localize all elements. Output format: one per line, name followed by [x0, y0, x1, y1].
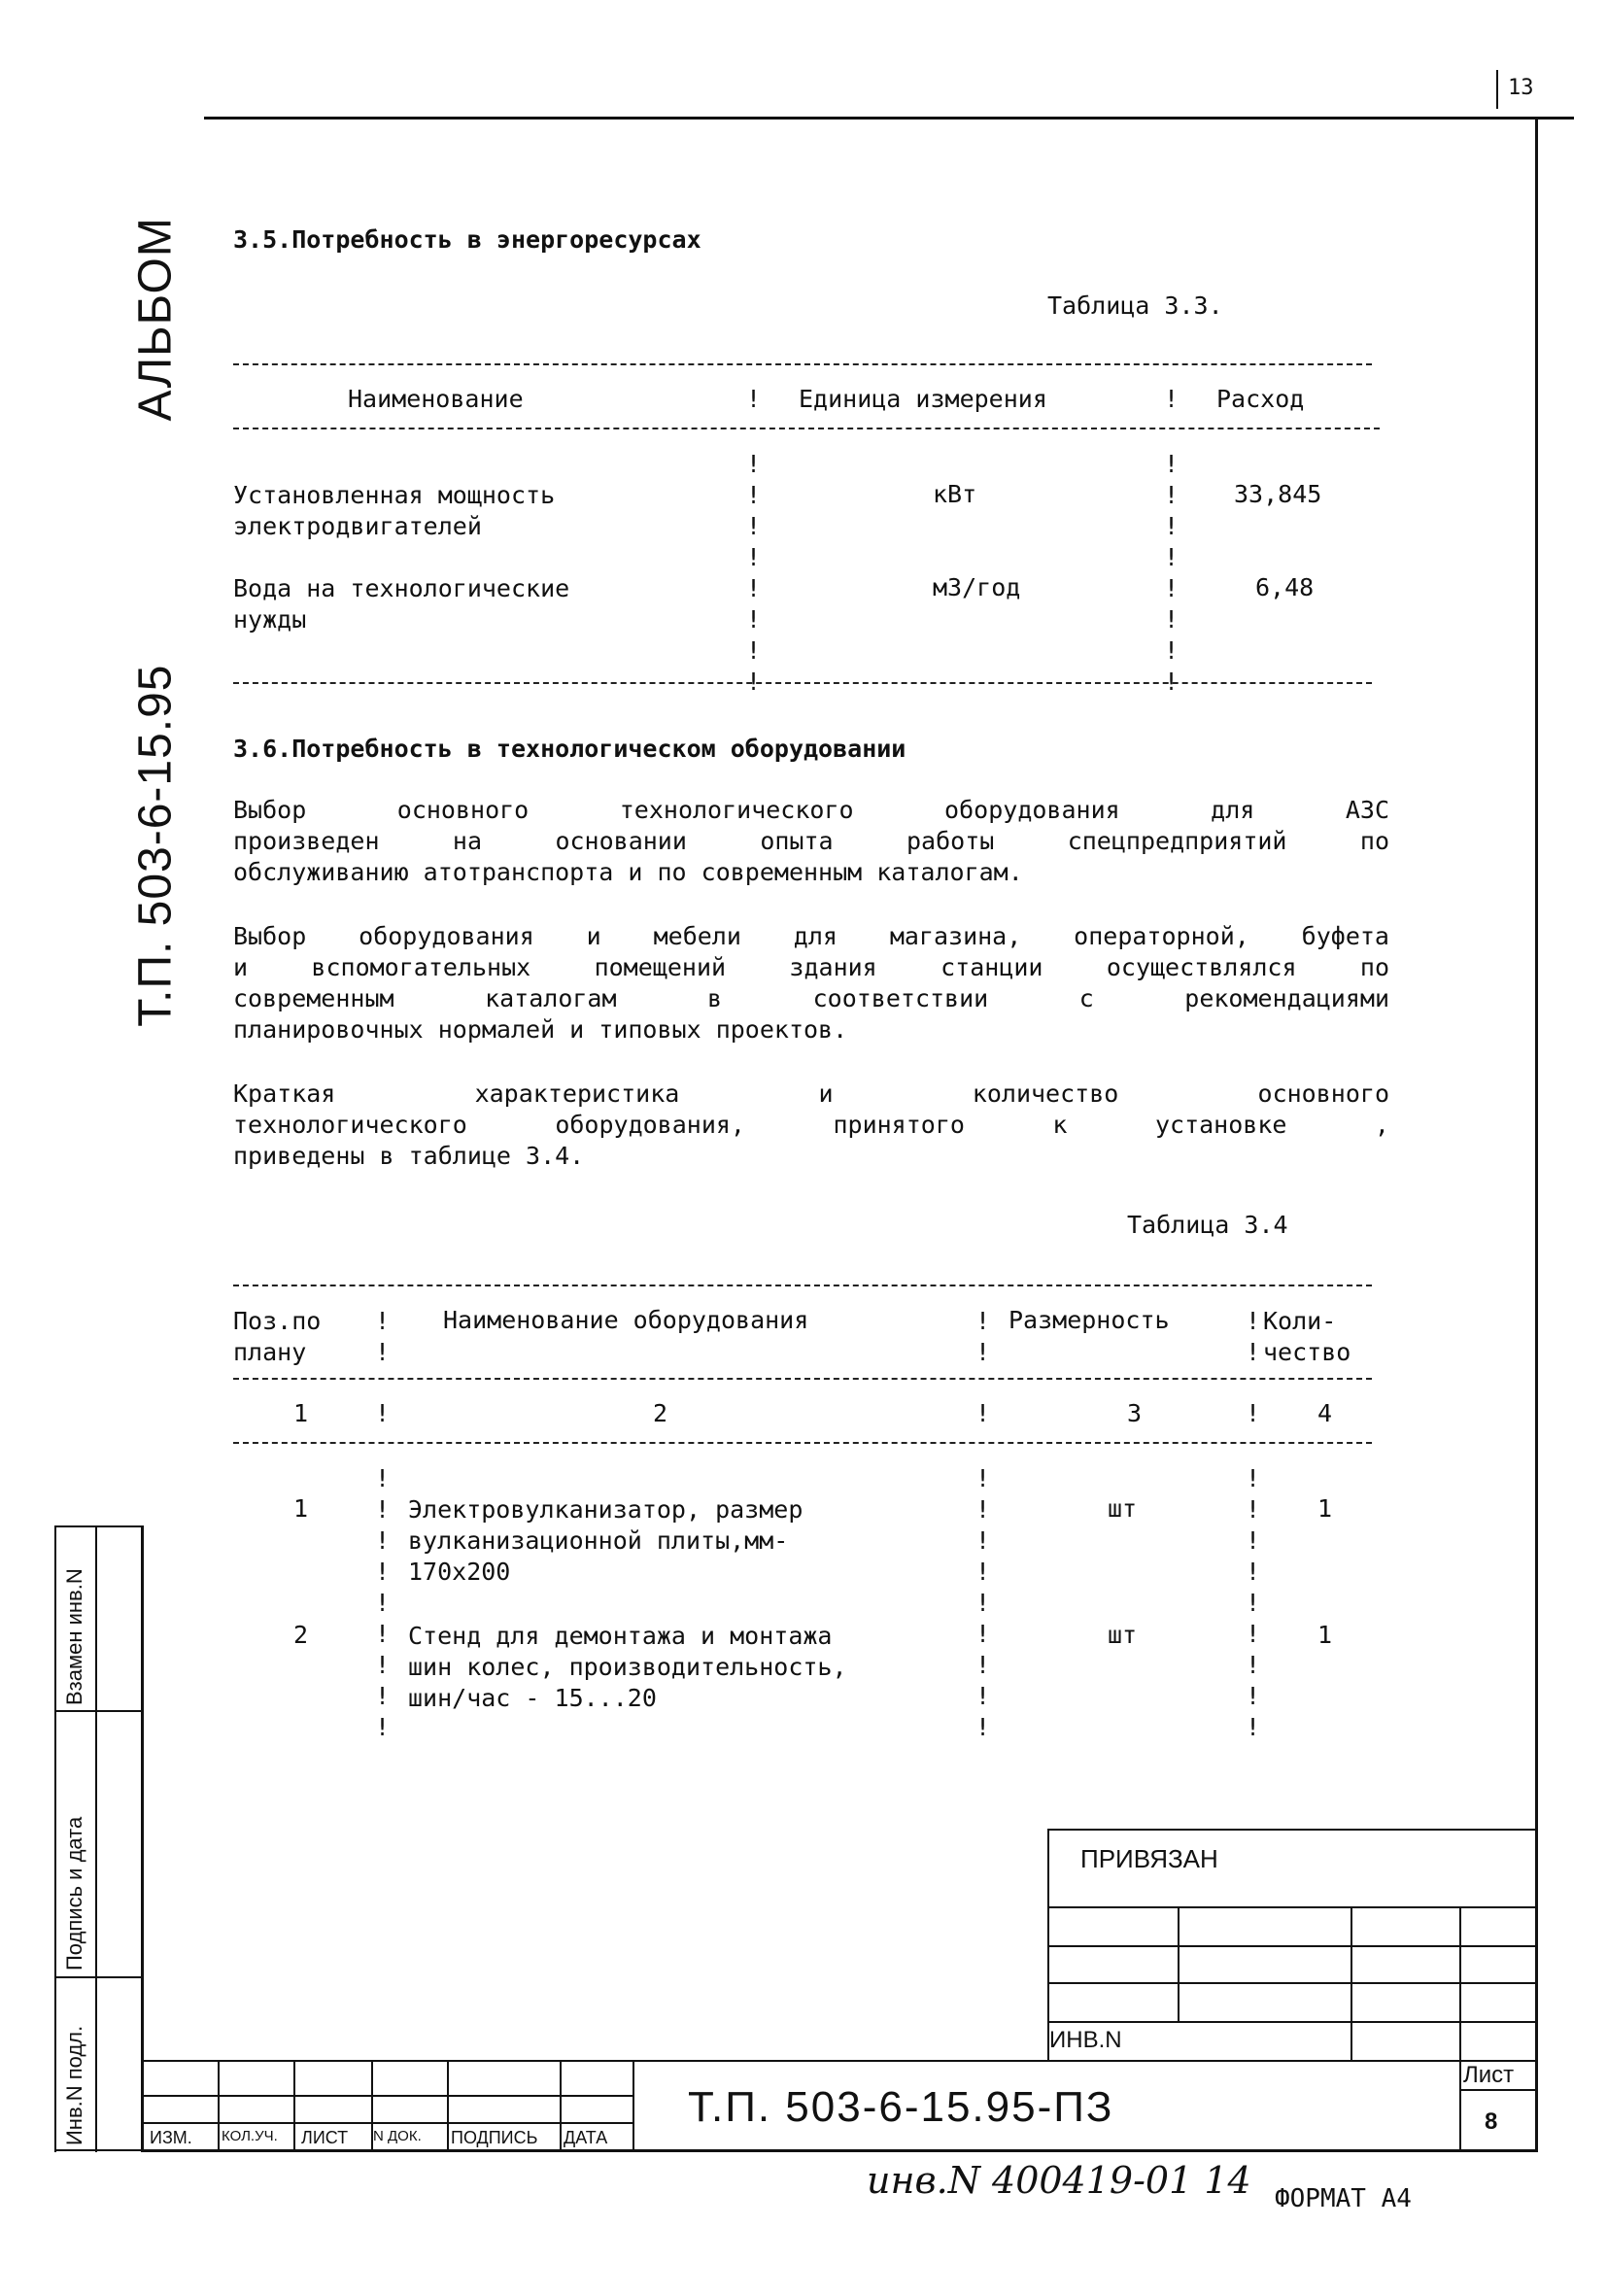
paragraph-line: технологического оборудования, принятого к установке , [233, 1111, 1389, 1139]
table-33-row-1-name-line: электродвигателей [233, 512, 482, 540]
table-34-header-size: Размерность [1009, 1306, 1170, 1334]
title-block-grid-line [447, 2060, 449, 2151]
stamp-grid-line [1047, 1982, 1537, 1984]
title-block-col-count: КОЛ.УЧ. [222, 2128, 278, 2144]
table-34-caption: Таблица 3.4 [1127, 1211, 1288, 1239]
table-33-column-divider: ! ! ! ! ! ! ! ! [1164, 450, 1180, 696]
table-34-column-divider: ! ! [375, 1307, 391, 1366]
table-34-row-1-name [408, 1494, 803, 1588]
side-label-inv-original: Инв.N подл. [62, 2025, 86, 2145]
table-33-row-1-name-line: Установленная мощность [233, 481, 556, 509]
table-34-column-divider: ! ! [975, 1307, 991, 1366]
table-33-row-1-name [233, 480, 555, 542]
table-34-separator: ! [975, 1399, 991, 1427]
table-34-header-qty-line: чество [1263, 1338, 1351, 1366]
side-strip-divider [54, 1976, 142, 1978]
table-34-row-1-unit: шт [1108, 1494, 1138, 1523]
table-33-row-2-unit: м3/год [933, 573, 1021, 601]
table-34-colnum-3: 3 [1127, 1399, 1143, 1427]
frame-right-line [1535, 117, 1538, 2152]
table-34-row-2-name-line: шин колес, производительность, [408, 1653, 847, 1681]
paragraph-line: Выбор оборудования и мебели для магазина, операторной, буфета [233, 922, 1389, 950]
table-34-column-divider: ! ! [1246, 1307, 1261, 1366]
table-34-rule-header [233, 1378, 1372, 1380]
table-34-row-2-name [408, 1621, 847, 1714]
paragraph-3 [233, 1079, 1389, 1172]
stamp-border-left [1047, 1829, 1049, 2060]
table-33-header-value: Расход [1216, 385, 1305, 413]
table-33-row-1-value: 33,845 [1234, 480, 1322, 508]
frame-left-line [141, 1525, 144, 2152]
side-strip-border [95, 1525, 97, 2152]
table-33-rule-top [233, 363, 1372, 365]
paragraph-2 [233, 921, 1389, 1045]
paragraph-line: планировочных нормалей и типовых проектов. [233, 1015, 848, 1044]
table-34-separator: ! [375, 1399, 391, 1427]
paragraph-line: Краткая характеристика и количество основного [233, 1079, 1389, 1108]
table-33-separator: ! [1164, 385, 1180, 413]
paragraph-line: обслуживанию атотранспорта и по современным каталогам. [233, 858, 1023, 886]
page-number: 13 [1508, 76, 1534, 100]
table-34-rule-numbers [233, 1442, 1372, 1444]
table-34-colnum-4: 4 [1317, 1399, 1333, 1427]
table-34-column-divider: ! ! ! ! ! ! ! ! ! [975, 1464, 991, 1741]
stamp-grid-line [1459, 1906, 1461, 2060]
side-strip-divider [54, 1525, 142, 1527]
stamp-inv-label: ИНВ.N [1049, 2027, 1122, 2053]
title-block-col-doc: N ДОК. [373, 2128, 422, 2144]
table-33-rule-bottom [233, 682, 1372, 684]
paragraph-1 [233, 795, 1389, 888]
stamp-attached-label: ПРИВЯЗАН [1080, 1844, 1218, 1873]
table-33-caption: Таблица 3.3. [1047, 291, 1223, 320]
table-34-header-pos-line: плану [233, 1338, 307, 1366]
format-label: ФОРМАТ А4 [1275, 2184, 1412, 2213]
section-35-heading: 3.5.Потребность в энергоресурсах [233, 225, 701, 254]
vertical-album-label: АЛЬБОМ [129, 217, 182, 422]
stamp-grid-line [1178, 1906, 1180, 2021]
handwritten-inventory-number: инв.N 400419-01 14 [867, 2159, 1251, 2202]
table-34-rule-top [233, 1285, 1372, 1286]
title-block-col-date: ДАТА [564, 2128, 608, 2147]
side-strip-divider [54, 2149, 142, 2151]
section-36-heading: 3.6.Потребность в технологическом оборудовании [233, 735, 906, 763]
table-34-column-divider: ! ! ! ! ! ! ! ! ! [375, 1464, 391, 1741]
table-33-separator: ! [746, 385, 762, 413]
title-block-col-sheet: ЛИСТ [301, 2128, 349, 2147]
stamp-grid-line [1047, 2021, 1537, 2023]
title-block-grid-line [1459, 2089, 1537, 2091]
table-34-colnum-1: 1 [293, 1399, 309, 1427]
table-34-separator: ! [1246, 1399, 1261, 1427]
table-33-row-2-name-line: Вода на технологические [233, 574, 570, 602]
side-strip-border [54, 1525, 56, 2152]
side-label-replace: Взамен инв.N [62, 1568, 86, 1705]
table-34-row-1-qty: 1 [1317, 1494, 1333, 1523]
title-block-grid-line [1459, 2060, 1461, 2151]
stamp-grid-line [1047, 1906, 1537, 1908]
table-34-row-2-name-line: Стенд для демонтажа и монтажа [408, 1622, 833, 1650]
paragraph-line: и вспомогательных помещений здания станции осуществлялся по [233, 953, 1389, 981]
stamp-grid-line [1047, 1945, 1537, 1947]
title-block-grid-line [633, 2060, 634, 2151]
table-34-column-divider: ! ! ! ! ! ! ! ! ! [1246, 1464, 1261, 1741]
table-34-header-qty-line: Коли- [1263, 1307, 1337, 1335]
table-33-row-1-unit: кВт [933, 480, 977, 508]
table-34-row-2-qty: 1 [1317, 1621, 1333, 1649]
table-33-header-unit: Единица измерения [799, 385, 1047, 413]
table-34-row-1-name-line: Электровулканизатор, размер [408, 1495, 804, 1524]
table-34-header-pos-line: Поз.по [233, 1307, 322, 1335]
table-33-row-2-value: 6,48 [1255, 573, 1315, 601]
paragraph-line: Выбор основного технологического оборудования для АЗС [233, 796, 1389, 824]
title-block-grid-line [293, 2060, 295, 2151]
table-34-header-name: Наименование оборудования [443, 1306, 809, 1334]
table-34-header-qty [1263, 1306, 1351, 1368]
table-34-header-pos [233, 1306, 321, 1368]
vertical-designation: Т.П. 503-6-15.95 [129, 664, 182, 1027]
frame-top-line [204, 117, 1574, 120]
table-34-row-1-name-line: 170х200 [408, 1558, 511, 1586]
sheet-number: 8 [1485, 2108, 1498, 2135]
table-33-row-2-name-line: нужды [233, 605, 307, 634]
title-block-grid-line [218, 2060, 220, 2151]
paragraph-line: произведен на основании опыта работы спецпредприятий по [233, 827, 1389, 855]
table-34-row-2-pos: 2 [293, 1621, 309, 1649]
frame-bottom-line [141, 2149, 1538, 2152]
page-number-divider [1496, 70, 1498, 109]
stamp-grid-line [1351, 1906, 1352, 2060]
table-33-header-name: Наименование [348, 385, 524, 413]
table-33-rule-header [233, 428, 1380, 429]
title-block-top-line [142, 2060, 1537, 2062]
paragraph-line: приведены в таблице 3.4. [233, 1142, 585, 1170]
title-block-col-signature: ПОДПИСЬ [451, 2128, 538, 2147]
side-strip-divider [54, 1710, 142, 1712]
table-34-colnum-2: 2 [653, 1399, 668, 1427]
paragraph-line: современным каталогам в соответствии с рекомендациями [233, 984, 1389, 1012]
table-34-row-1-name-line: вулканизационной плиты,мм- [408, 1526, 789, 1555]
stamp-border-top [1047, 1829, 1537, 1831]
sheet-label: Лист [1463, 2062, 1515, 2088]
document-designation: Т.П. 503-6-15.95-ПЗ [688, 2083, 1114, 2131]
vertical-album-title [129, 217, 183, 1027]
title-block-grid-line [560, 2060, 562, 2151]
table-34-row-1-pos: 1 [293, 1494, 309, 1523]
table-34-row-2-unit: шт [1108, 1621, 1138, 1649]
title-block-col-change: ИЗМ. [150, 2128, 192, 2147]
table-33-column-divider: ! ! ! ! ! ! ! ! [746, 450, 762, 696]
table-34-row-2-name-line: шин/час - 15...20 [408, 1684, 657, 1712]
side-label-sign-date: Подпись и дата [62, 1816, 86, 1970]
table-33-row-2-name [233, 573, 569, 635]
